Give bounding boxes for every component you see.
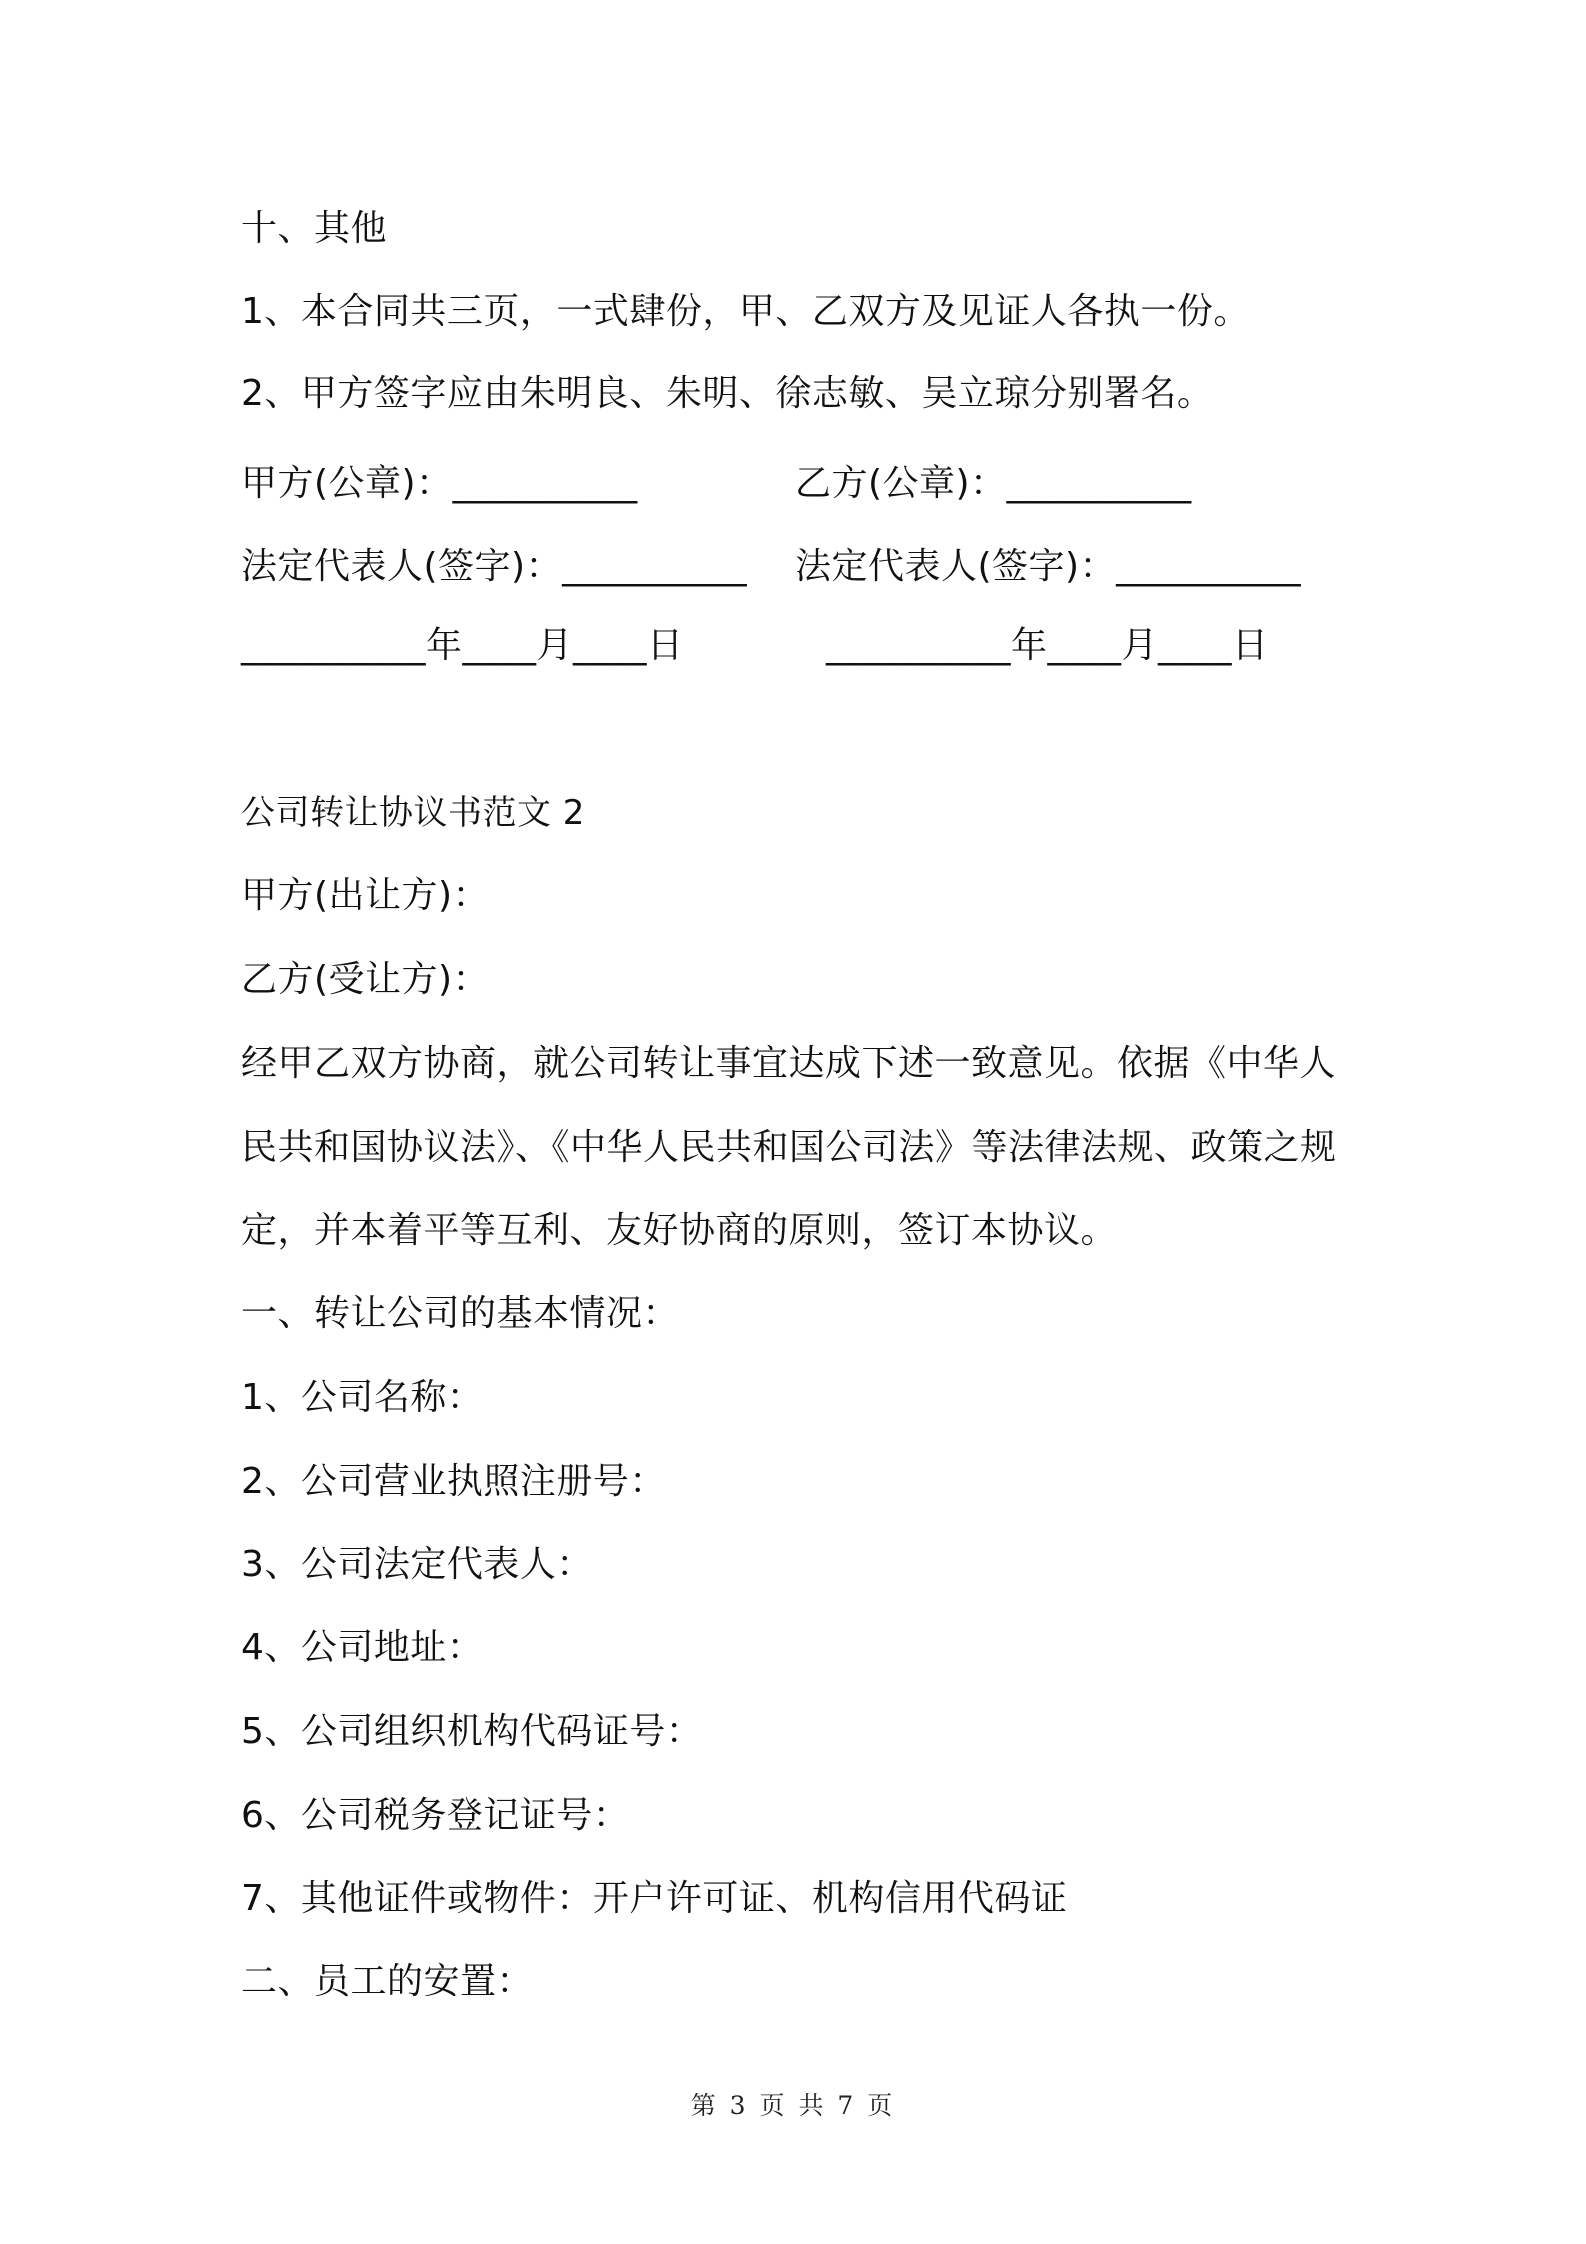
party-b-date-line: __________年____月____日 xyxy=(826,625,1269,666)
intro-line-3: 定，并本着平等互利、友好协商的原则，签订本协议。 xyxy=(241,1210,1118,1251)
party-a-rep-line: 法定代表人(签字)：__________ xyxy=(241,546,748,587)
intro-line-1: 经甲乙双方协商，就公司转让事宜达成下述一致意见。依据《中华人 xyxy=(241,1043,1337,1084)
section-1-heading: 一、转让公司的基本情况： xyxy=(241,1293,680,1334)
list-item: 7、其他证件或物件：开户许可证、机构信用代码证 xyxy=(241,1878,1068,1919)
intro-line-2: 民共和国协议法》、《中华人民共和国公司法》等法律法规、政策之规 xyxy=(241,1127,1337,1168)
party-b-transferee: 乙方(受让方)： xyxy=(241,959,490,1000)
list-item: 3、公司法定代表人： xyxy=(241,1544,593,1585)
list-item: 6、公司税务登记证号： xyxy=(241,1795,630,1836)
party-a-date-line: __________年____月____日 xyxy=(241,625,684,666)
section-ten-heading: 十、其他 xyxy=(241,208,388,249)
party-b-seal-line: 乙方(公章)：__________ xyxy=(795,463,1192,504)
party-b-rep-line: 法定代表人(签字)：__________ xyxy=(795,546,1302,587)
list-item: 1、公司名称： xyxy=(241,1377,484,1418)
list-item: 2、公司营业执照注册号： xyxy=(241,1461,666,1502)
section-ten-item-2: 2、甲方签字应由朱明良、朱明、徐志敏、吴立琼分别署名。 xyxy=(241,373,1214,414)
sample-2-title: 公司转让协议书范文 2 xyxy=(241,793,585,833)
list-item: 4、公司地址： xyxy=(241,1627,484,1668)
list-item: 5、公司组织机构代码证号： xyxy=(241,1711,703,1752)
page-number-footer: 第 3 页 共 7 页 xyxy=(690,2091,896,2120)
section-ten-item-1: 1、本合同共三页，一式肆份，甲、乙双方及见证人各执一份。 xyxy=(241,291,1250,332)
party-a-transferor: 甲方(出让方)： xyxy=(241,875,490,916)
party-a-seal-line: 甲方(公章)：__________ xyxy=(241,463,638,504)
section-2-heading: 二、员工的安置： xyxy=(241,1961,534,2002)
